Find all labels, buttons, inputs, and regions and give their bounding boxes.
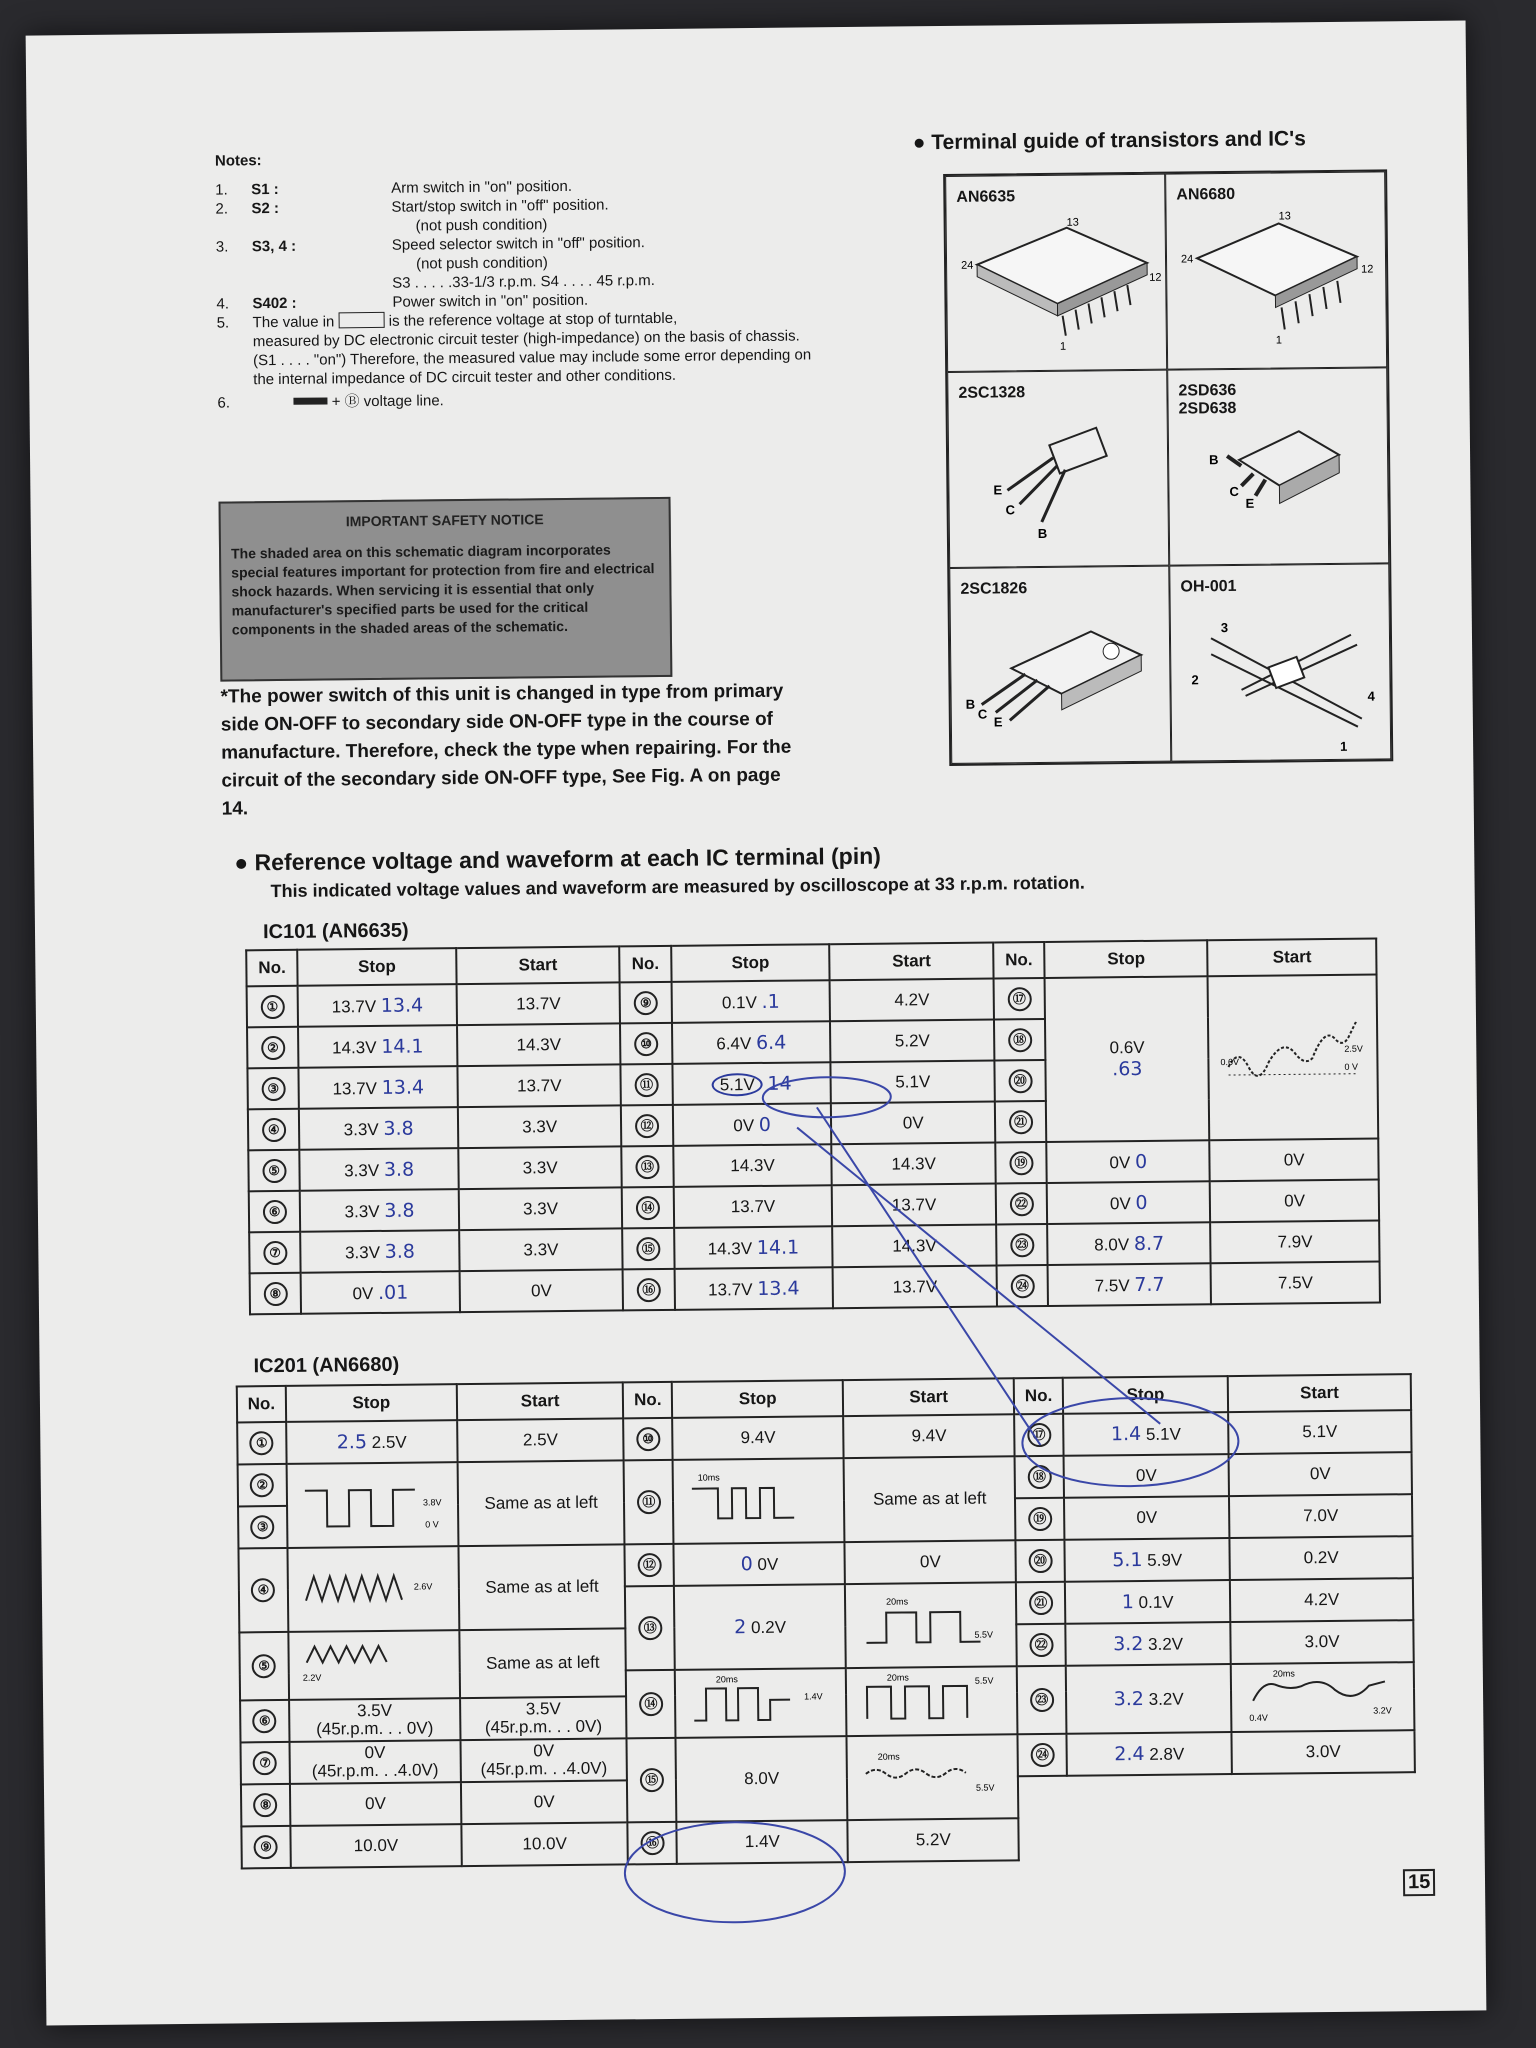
col-header: Stop [672, 1380, 843, 1418]
waveform-label: 5.5V [974, 1629, 993, 1640]
pin-label: B [1209, 452, 1219, 468]
stop-value: 13.7V [331, 996, 377, 1016]
waveform-cell [286, 1462, 458, 1548]
value-box-symbol [338, 312, 384, 328]
guide-cell-2sc1826 [949, 566, 1171, 764]
note-key: S3, 4 : [251, 237, 297, 256]
stop-value: 0V [290, 1782, 461, 1826]
note-num: 5. [216, 314, 230, 332]
stop-value: 5.9V [1147, 1550, 1183, 1570]
start-value: Same as at left [458, 1544, 625, 1630]
stop-value: 0.1V [721, 992, 757, 1012]
start-value: 5.1V [1228, 1410, 1411, 1454]
guide-cell-an6635 [945, 174, 1167, 372]
pin-label: 3 [1220, 620, 1229, 636]
col-header: Stop [286, 1384, 457, 1422]
pin-number: ⑲ [1028, 1507, 1052, 1531]
handwritten-note: 14.1 [381, 1034, 424, 1058]
pin-number: ⑨ [254, 1835, 278, 1859]
pin-number: ⑧ [253, 1793, 277, 1817]
start-value: Same as at left [844, 1456, 1016, 1542]
stop-value: 0V [352, 1283, 374, 1303]
stop-value: 8.0V [1094, 1234, 1130, 1254]
component-label: AN6635 [956, 188, 1016, 206]
guide-cell-an6680 [1165, 171, 1387, 369]
stop-value: 0V [1109, 1152, 1131, 1172]
note-text: Start/stop switch in "off" position. [391, 196, 609, 216]
merged-stop-cell [1045, 976, 1210, 1142]
note-num: 3. [215, 238, 229, 256]
col-header: Stop [671, 944, 830, 982]
waveform-plot [298, 1555, 449, 1623]
waveform-plot [686, 1669, 837, 1737]
stop-value: 5.1V [712, 1072, 763, 1096]
pin-number: ㉔ [1030, 1743, 1054, 1767]
handwritten-note: .01 [377, 1281, 409, 1304]
handwritten-note: 0 [1134, 1150, 1148, 1173]
pin-number: ① [260, 994, 284, 1018]
waveform-label: 0.4V [1248, 1712, 1268, 1723]
start-value: 0V [1210, 1179, 1379, 1222]
col-header: No. [623, 1382, 672, 1419]
start-value-note: (45r.p.m. . .4.0V) [480, 1758, 608, 1779]
start-value: 3.3V [459, 1228, 623, 1271]
stop-value: 2.5V [371, 1432, 407, 1453]
note-text: Arm switch in "on" position. [391, 177, 573, 197]
pin-number: ③ [251, 1515, 275, 1539]
waveform-plot [299, 1631, 450, 1699]
stop-value: 14.3V [707, 1238, 753, 1259]
hall-sensor-icon [1170, 564, 1390, 760]
start-value: 4.2V [830, 979, 994, 1022]
pin-label: 1 [1340, 738, 1348, 754]
section-title: ● Reference voltage and waveform at each IC terminal (pin) [234, 842, 881, 876]
pin-number: ⑯ [640, 1831, 664, 1855]
pin-number: ⑪ [635, 1073, 659, 1097]
handwritten-note: 1 [1121, 1591, 1134, 1614]
handwritten-note: 3.8 [383, 1117, 414, 1140]
pin-label: 4 [1367, 688, 1375, 704]
waveform-plot [856, 1591, 1007, 1659]
stop-value: 8.0V [676, 1736, 848, 1822]
transistor-icon [950, 567, 1170, 763]
pin-number: ㉑ [1008, 1110, 1032, 1134]
page-number: 15 [1403, 1869, 1436, 1896]
col-header: Stop [298, 948, 457, 986]
guide-cell-oh001 [1169, 563, 1391, 761]
pin-number: ⑦ [253, 1751, 277, 1775]
stop-value-note: (45r.p.m. . .4.0V) [311, 1760, 439, 1781]
handwritten-note: 0 [740, 1553, 753, 1576]
start-value-note: (45r.p.m. . . 0V) [484, 1716, 603, 1737]
pin-label: 1 [1275, 334, 1283, 347]
ic201-table [236, 1373, 1417, 1869]
pin-number: ⑲ [1009, 1151, 1033, 1175]
waveform-label: 5.5V [974, 1675, 994, 1686]
pin-label: 1 [1059, 340, 1067, 353]
stop-value: 0.1V [1138, 1592, 1174, 1613]
waveform-cell [288, 1630, 460, 1700]
waveform-cell [1231, 1662, 1415, 1732]
pin-number: ⑳ [1008, 1069, 1032, 1093]
start-value: 0V [1210, 1138, 1379, 1181]
pin-label: 13 [1278, 210, 1291, 223]
ic101-title: IC101 (AN6635) [262, 919, 409, 944]
stop-value-note: (45r.p.m. . . 0V) [316, 1718, 434, 1739]
waveform-label: 3.8V [423, 1497, 442, 1508]
guide-cell-2sc1328 [947, 370, 1169, 568]
waveform-plot [1242, 1663, 1403, 1731]
note-text: The value in [252, 313, 335, 332]
stop-value: 3.3V [344, 1242, 381, 1262]
pin-number: ㉒ [1029, 1633, 1053, 1657]
start-value: 0V [533, 1741, 555, 1761]
stop-value: 3.3V [344, 1201, 380, 1221]
start-value: 0V [461, 1780, 628, 1824]
handwritten-note: .63 [1112, 1057, 1143, 1081]
handwritten-note: 13.4 [757, 1277, 800, 1300]
stop-value: 1.4V [744, 1831, 780, 1852]
pin-number: ⑮ [636, 1237, 660, 1261]
handwritten-note: 13.4 [381, 1075, 425, 1099]
note-num: 2. [215, 200, 229, 218]
start-value: 9.4V [843, 1414, 1014, 1458]
col-header: No. [993, 942, 1045, 979]
handwritten-note: 2 [734, 1616, 747, 1639]
col-header: Stop [1063, 1376, 1228, 1414]
stop-value: 0V [733, 1115, 755, 1135]
waveform-label: 20ms [886, 1672, 909, 1683]
pin-label: 12 [1361, 263, 1374, 276]
safety-title: IMPORTANT SAFETY NOTICE [345, 511, 544, 530]
stop-value: 5.1V [1145, 1424, 1181, 1444]
col-header: Start [1228, 1374, 1411, 1412]
pin-number: ① [250, 1431, 274, 1455]
note-num: 1. [215, 181, 228, 199]
start-value: 14.3V [457, 1023, 621, 1066]
waveform-label: 0.6V [1220, 1056, 1239, 1068]
start-value: 0V [831, 1102, 995, 1145]
pin-label: E [1245, 495, 1255, 511]
start-value: 3.3V [458, 1146, 622, 1189]
ic-package-icon [946, 175, 1166, 371]
stop-value: 0V [1109, 1193, 1131, 1213]
section-title-text: Reference voltage and waveform at each IC terminal (pin) [254, 842, 881, 876]
stop-value: 3.2V [1148, 1689, 1184, 1709]
start-value: 7.0V [1229, 1494, 1412, 1538]
notes-heading: Notes: [214, 152, 262, 170]
terminal-guide-grid [943, 169, 1393, 766]
pin-number: ⑫ [635, 1114, 659, 1138]
stop-value: 3.2V [1148, 1634, 1184, 1654]
waveform-plot [856, 1667, 1007, 1735]
stop-value: 6.4V [716, 1033, 752, 1053]
stop-value: 13.7V [673, 1185, 832, 1228]
pin-number: ⑦ [263, 1240, 287, 1264]
col-header: Start [457, 1382, 624, 1420]
ic201-title: IC201 (AN6680) [253, 1353, 400, 1378]
start-value: 0V [459, 1269, 623, 1312]
start-value: 3.0V [1230, 1620, 1413, 1664]
note-text: S3 . . . . .33-1/3 r.p.m. S4 . . . . 45 r.p.m. [392, 272, 655, 292]
start-value: 3.0V [1232, 1730, 1415, 1774]
pin-number: ⑬ [635, 1155, 659, 1179]
document-page [26, 21, 1487, 2026]
power-switch-notice: *The power switch of this unit is changed in type from primary side ON-OFF to secondary side ON-OFF type in the course of manufacture. Therefore, check the type when repairing. For the circuit of the secondary side ON-OFF type, See Fig. A on page 14. [220, 680, 792, 820]
waveform-label: 2.6V [414, 1581, 433, 1592]
waveform-label: 1.4V [803, 1691, 823, 1702]
note-text: is the reference voltage at stop of turntable, [388, 309, 678, 330]
handwritten-note: 13.4 [380, 993, 424, 1017]
pin-number: ㉓ [1030, 1688, 1054, 1712]
start-value: 5.1V [831, 1061, 995, 1104]
note-key: S402 : [252, 294, 297, 313]
handwritten-note: 3.8 [383, 1158, 415, 1181]
start-value: 5.2V [848, 1818, 1019, 1862]
pin-number: ⑥ [253, 1709, 277, 1733]
stop-value: 3.5V [356, 1700, 393, 1721]
ic-package-icon [1166, 172, 1386, 368]
waveform-cell [845, 1582, 1017, 1668]
pin-number: ⑮ [640, 1768, 664, 1792]
stop-value: 9.4V [672, 1416, 843, 1460]
start-value: 7.5V [1211, 1261, 1380, 1304]
pin-number: ⑬ [638, 1616, 662, 1640]
handwritten-note: 3.2 [1113, 1632, 1144, 1656]
stop-value: 0V [1064, 1496, 1229, 1540]
pin-label: E [993, 482, 1003, 498]
pin-number: ⑱ [1027, 1465, 1051, 1489]
start-value: Same as at left [457, 1460, 624, 1546]
stop-value: 10.0V [290, 1824, 461, 1868]
pin-number: ④ [251, 1578, 275, 1602]
transistor-icon [1168, 368, 1388, 564]
col-header: Stop [1044, 940, 1208, 978]
start-value: 10.0V [461, 1822, 628, 1866]
pin-label: B [965, 696, 976, 712]
col-header: No. [237, 1386, 286, 1423]
safety-body: The shaded area on this schematic diagram incorporates special features important for protection from fire and electrical shock hazards. When servicing it is essential that only manufacturer's specified parts be used for the critical components in the shaded areas of the schematic. [230, 541, 655, 638]
pin-label: E [993, 714, 1003, 730]
component-label: 2SC1826 [960, 580, 1028, 598]
note-num: 6. [217, 394, 231, 412]
pin-number: ② [250, 1473, 274, 1497]
safety-notice [219, 497, 673, 682]
note-text: (not push condition) [415, 216, 548, 235]
start-value: 13.7V [832, 1183, 996, 1226]
pin-label: C [1005, 502, 1016, 518]
pin-number: ⑪ [637, 1490, 661, 1514]
waveform-label: 20ms [885, 1596, 908, 1607]
terminal-guide-title: ● Terminal guide of transistors and IC's [912, 127, 1306, 155]
pin-number: ⑭ [636, 1196, 660, 1220]
pin-label: 12 [1149, 271, 1162, 284]
note-text: Power switch in "on" position. [392, 291, 589, 311]
pin-number: ⑰ [1027, 1423, 1051, 1447]
waveform-cell [287, 1546, 459, 1632]
start-value: 3.3V [458, 1105, 622, 1148]
start-value: 14.3V [832, 1143, 996, 1186]
handwritten-note: 8.7 [1133, 1232, 1165, 1255]
pin-number: ⑩ [634, 1032, 658, 1056]
terminal-guide-title-text: Terminal guide of transistors and IC's [931, 127, 1306, 155]
pin-number: ⑩ [636, 1427, 660, 1451]
stop-value: 0.6V [1109, 1037, 1145, 1058]
notes-block [215, 145, 818, 412]
handwritten-note: 14.1 [756, 1236, 800, 1259]
pin-number: ⑳ [1028, 1549, 1052, 1573]
start-value: 13.7V [456, 982, 620, 1025]
handwritten-note: 14 [767, 1072, 792, 1095]
component-label: AN6680 [1176, 185, 1236, 204]
stop-value: 3.3V [344, 1160, 380, 1180]
waveform-plot [1218, 1022, 1369, 1094]
waveform-label: 0 V [425, 1519, 440, 1530]
pin-number: ㉑ [1029, 1591, 1053, 1615]
guide-cell-2sd636 [1167, 367, 1389, 565]
pin-number: ⑨ [634, 991, 658, 1015]
waveform-plot [857, 1746, 1008, 1808]
col-header: No. [620, 946, 672, 983]
pin-number: ③ [261, 1076, 285, 1100]
pin-number: ⑤ [262, 1158, 286, 1182]
pin-label: 24 [961, 259, 974, 272]
col-header: Start [843, 1378, 1014, 1416]
pin-label: B [1037, 525, 1048, 542]
voltage-line-symbol [293, 397, 327, 404]
start-value: 13.7V [457, 1064, 621, 1107]
handwritten-note: .1 [761, 990, 780, 1013]
waveform-label: 2.5V [1343, 1043, 1363, 1054]
start-value: 7.9V [1211, 1220, 1380, 1263]
note-text: + Ⓑ voltage line. [331, 392, 444, 411]
note-key: S2 : [251, 199, 280, 218]
start-value: 3.3V [459, 1187, 623, 1230]
start-value: 5.2V [830, 1020, 994, 1063]
handwritten-note: 2.4 [1114, 1742, 1145, 1766]
handwritten-note: 3.8 [384, 1240, 416, 1263]
pin-label: 24 [1180, 253, 1194, 266]
stop-value: 2.8V [1149, 1744, 1185, 1764]
start-value: 0V [845, 1540, 1016, 1584]
component-label: 2SD636 2SD638 [1178, 381, 1237, 418]
pin-number: ⑥ [262, 1199, 286, 1223]
pin-number: ⑰ [1007, 987, 1031, 1011]
start-value: 0V [1229, 1452, 1412, 1496]
handwritten-note: 1.4 [1110, 1422, 1142, 1446]
pin-number: ⑤ [252, 1654, 276, 1678]
stop-value: 14.3V [332, 1037, 377, 1057]
component-label: 2SC1328 [958, 384, 1026, 402]
pin-number: ㉔ [1010, 1274, 1034, 1298]
note-text: (not push condition) [415, 254, 548, 273]
handwritten-note: 3.8 [384, 1199, 415, 1222]
stop-value: 3.3V [343, 1119, 379, 1139]
note-text: Speed selector switch in "off" position. [391, 234, 645, 254]
stop-value: 13.7V [332, 1078, 378, 1098]
stop-value: 14.3V [673, 1144, 832, 1187]
pin-number: ⑫ [637, 1553, 661, 1577]
handwritten-note: 6.4 [755, 1031, 787, 1054]
start-value: Same as at left [459, 1628, 626, 1698]
pin-number: ⑯ [637, 1278, 661, 1302]
handwritten-note: 0 [758, 1113, 772, 1136]
waveform-label: 20ms [715, 1674, 738, 1685]
handwritten-note: 2.5 [336, 1431, 368, 1454]
col-header: Start [456, 946, 620, 984]
pin-label: C [1229, 483, 1239, 500]
pin-number: ㉓ [1010, 1233, 1034, 1257]
waveform-label: 3.2V [1372, 1705, 1392, 1716]
waveform-cell [675, 1668, 847, 1738]
waveform-label: 20ms [877, 1751, 900, 1762]
stop-value: 0V [1064, 1454, 1229, 1498]
note-key: S1 : [251, 180, 279, 199]
pin-number: ④ [262, 1117, 286, 1141]
transistor-icon [948, 371, 1168, 567]
component-label: OH-001 [1180, 577, 1237, 596]
pin-number: ㉒ [1009, 1192, 1033, 1216]
pin-label: 13 [1066, 216, 1079, 229]
col-header: No. [1014, 1378, 1063, 1415]
waveform-cell [846, 1666, 1018, 1736]
start-value: 3.5V [525, 1699, 561, 1719]
start-value: 13.7V [833, 1265, 997, 1308]
waveform-plot [297, 1471, 448, 1539]
pin-number: ② [261, 1035, 285, 1059]
note-text: measured by DC electronic circuit tester (high-impedance) on the basis of chassis. (S1 . . . . "on") Therefore, the measured value may include some error depending on the internal impedance of DC circuit tester and other conditions. [252, 327, 812, 389]
start-value: 4.2V [1230, 1578, 1413, 1622]
waveform-cell [673, 1458, 845, 1544]
col-header: Start [830, 943, 994, 981]
pin-label: C [977, 706, 988, 722]
stop-value: 13.7V [708, 1279, 753, 1300]
ic101-table [245, 937, 1381, 1315]
start-value: 14.3V [833, 1224, 997, 1267]
pin-label: 2 [1191, 672, 1199, 688]
waveform-label: 20ms [1272, 1668, 1295, 1679]
waveform-plot [683, 1467, 834, 1535]
handwritten-note: 7.7 [1134, 1273, 1165, 1296]
waveform-cell [1208, 974, 1378, 1140]
stop-value: 7.5V [1094, 1275, 1130, 1295]
col-header: No. [246, 950, 298, 987]
start-value: 2.5V [457, 1418, 624, 1462]
section-subtitle: This indicated voltage values and waveform are measured by oscilloscope at 33 r.p.m. rotation. [270, 872, 1085, 902]
handwritten-note: 5.1 [1112, 1548, 1143, 1572]
waveform-label: 2.2V [303, 1672, 322, 1683]
handwritten-note: 3.2 [1113, 1687, 1145, 1711]
pin-number: ⑭ [639, 1692, 663, 1716]
pin-number: ⑱ [1008, 1028, 1032, 1052]
pin-number: ⑧ [263, 1281, 287, 1305]
stop-value: 0V [364, 1742, 386, 1763]
col-header: Start [1208, 939, 1377, 977]
stop-value: 0.2V [750, 1617, 787, 1638]
start-value: 0.2V [1230, 1536, 1413, 1580]
note-num: 4. [216, 295, 230, 313]
handwritten-note: 0 [1135, 1191, 1148, 1214]
waveform-label: 10ms [697, 1472, 720, 1483]
stop-value: 0V [757, 1554, 779, 1575]
waveform-label: 0 V [1344, 1061, 1358, 1072]
waveform-label: 5.5V [975, 1782, 995, 1793]
waveform-cell [847, 1734, 1019, 1820]
